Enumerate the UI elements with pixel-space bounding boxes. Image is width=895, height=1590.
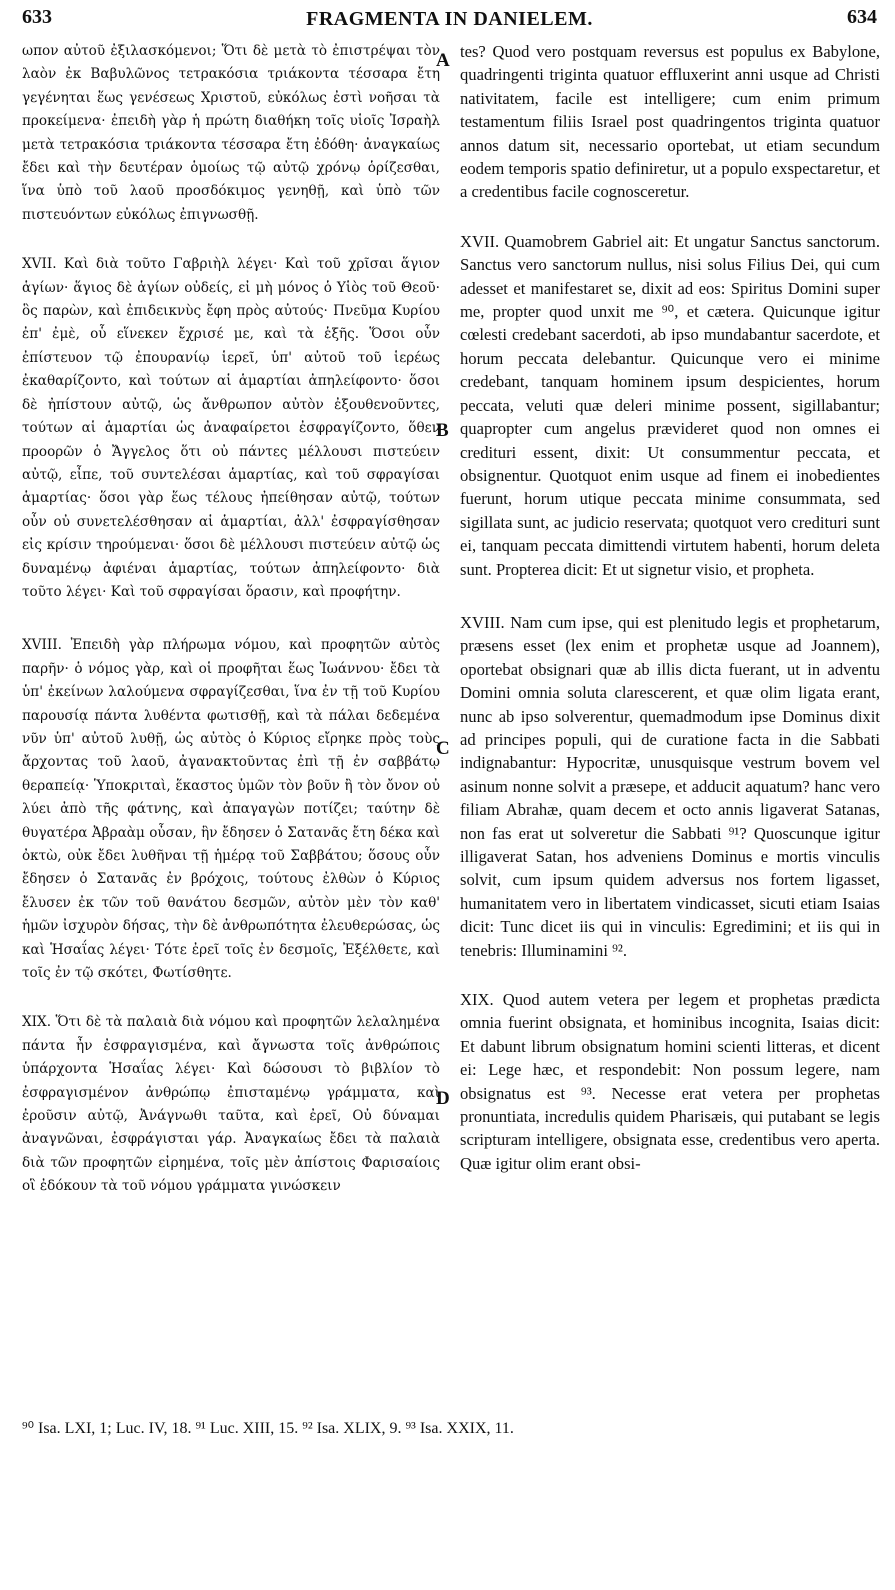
running-header — [22, 6, 877, 32]
latin-paragraph-xvii: XVII. Quamobrem Gabriel ait: Et ungatur Sanctus sanctorum. Sanctus vero sanctorum nullus, nisi solus Filius Dei, qui cum adesset et manifestaret se, dixit ad eos: Spiritus Domini super me, propter quod unxit me ⁹⁰, et cætera. Quicunque igitur cœlesti credebant sacerdoti, ab ipso mundabantur sacerdote, et horum peccata delebantur. Quicunque vero ei minime credebant, tanquam hominem ipsum despicientes, horum peccata, veluti quæ deleri minime possent, sigillabantur; quapropter cum angelus prævideret quod non omnes ei credituri essent, dixit: Ut consummentur peccata, et obsignentur. Quotquot enim usque ad finem ei inobedientes fuerunt, horum utique peccata minime consummata, sed sigillata sunt, ac judicio reservata; quotquot vero crediturі sunt ei, tanquam peccata dimittendi virtutem habenti, horum deleta sunt. Propterea dicit: Et ut signetur visio, et propheta. — [460, 231, 880, 579]
page-number-right: 634 — [847, 6, 877, 28]
greek-paragraph-xix: XIX. Ὅτι δὲ τὰ παλαιὰ διὰ νόμου καὶ προφητῶν λελαλημένα πάντα ἦν ἐσφραγισμένα, καὶ ἄγνωστα τοῖς ἀνθρώποις ὑπάρχοντα Ἡσαΐας λέγει· Καὶ δώσουσι τὸ βιβλίον τὸ ἐσφραγισμένον ἀνθρώπῳ ἐπισταμένῳ γράμματα, καὶ ἐροῦσιν αὐτῷ, Ἀνάγνωθι ταῦτα, καὶ ἐρεῖ, Οὐ δύναμαι ἀναγνῶναι, ἐσφράγισται γάρ. Ἀναγκαίως ἔδει τὰ παλαιὰ διὰ τῶν προφητῶν εἰρημένα, τοῖς μὲν ἀπίστοις Φαρισαίοις οἳ ἐδόκουν τὰ τοῦ νόμου γράμματα γινώσκειν — [22, 1014, 440, 1195]
greek-paragraph-xvii: XVII. Καὶ διὰ τοῦτο Γαβριὴλ λέγει· Καὶ τοῦ χρῖσαι ἅγιον ἁγίων· ἅγιος δὲ ἁγίων οὐδείς, εἰ μὴ μόνος ὁ Υἱὸς τοῦ Θεοῦ· ὃς παρὼν, καὶ ἐπιδεικνὺς ἔφη πρὸς αὐτούς· Πνεῦμα Κυρίου ἐπ' ἐμὲ, οὗ εἵνεκεν ἔχρισέ με, καὶ τὰ ἑξῆς. Ὅσοι οὖν ἐπίστευον τῷ ἐπουρανίῳ ἱερεῖ, ὑπ' αὐτοῦ τοῦ ἱερέως ἐκαθαρίζοντο, καὶ τούτων αἱ ἁμαρτίαι ἀπηλείφοντο· ὅσοι δὲ ἠπίστουν αὐτῷ, ὡς ἄνθρωπον αὐτὸν ἐξουθενοῦντες, τούτων αἱ ἁμαρτίαι ὡς ἀναφαίρετοι ἐσφραγίζοντο, ὅθεν προορῶν ὁ Ἄγγελος ὅτι οὐ πάντες μέλλουσι πιστεύειν αὐτῷ, εἶπε, τοῦ συντελέσαι ἁμαρτίας, καὶ τοῦ σφραγίσαι ἁμαρτίας· ὅσοι γὰρ ἕως τέλους ἠπείθησαν αὐτῷ, τούτων οὖν οὐ συνετελέσθησαν αἱ ἁμαρτίαι, ἀλλ' ἐσφραγίσθησαν εἰς κρίσιν τηρούμεναι· ὅσοι δὲ μέλλουσι πιστεύειν αὐτῷ ὡς δυναμένῳ ἀφιέναι ἁμαρτίας, τούτων ἀπηλείφοντο· διὰ τοῦτο λέγει· Καὶ τοῦ σφραγίσαι ὅρασιν, καὶ προφήτην. — [22, 256, 440, 600]
page-number-left: 633 — [22, 6, 52, 28]
margin-letter-b: B — [436, 420, 449, 441]
latin-column — [460, 40, 880, 1175]
margin-letter-d: D — [436, 1088, 450, 1109]
running-title: FRAGMENTA IN DANIELEM. — [306, 8, 593, 30]
latin-paragraph-intro: tes? Quod vero postquam reversus est populus ex Babylone, quadringenti triginta quatuor effluxerint anni usque ad Christi nativitatem, facile est intelligere; cum enim primum testamentum filiis Israel post quadringentos triginta quatuor annos datum sit, necessario oportebat, ut etiam secundum eodem temporis spatio definiretur, ut a populo exspectaretur, et a credentibus facile cognosceretur. — [460, 42, 880, 202]
latin-paragraph-xix: XIX. Quod autem vetera per legem et prophetas prædicta omnia fuerint obsignata, et hominibus incognita, Isaias dicit: Et dabunt librum obsignatum homini scienti litteras, et dicent ei: Lege hæc, et respondebit: Non possum legere, nam obsignatus est ⁹³. Necesse erat vetera per prophetas pronuntiata, incredulis quidem Pharisæis, qui putabant se legis scripturam intelligere, obsignata esse, credentibus vero aperta. Quæ igitur olim erant obsi- — [460, 990, 880, 1173]
margin-letter-a: A — [436, 50, 450, 71]
greek-paragraph-intro: ωπον αὐτοῦ ἐξιλασκόμενοι; Ὅτι δὲ μετὰ τὸ ἐπιστρέψαι τὸν λαὸν ἐκ Βαβυλῶνος τετρακόσια τριάκοντα τέσσαρα ἔτη γεγένηται ἕως γενέσεως Χριστοῦ, εὐκόλως ἐστὶ νοῆσαι τὰ προκείμενα· ἐπειδὴ γὰρ ἡ πρώτη διαθήκη τοῖς υἱοῖς Ἰσραὴλ μετὰ τετρακόσια τριάκοντα τέσσαρα ἔτη ἐδόθη· ἀναγκαίως ἔδει καὶ τὴν δευτέραν ὁμοίως τῷ αὐτῷ χρόνῳ ὁρίζεσθαι, ἵνα ὑπὸ τοῦ λαοῦ προσδόκιμος γενηθῇ, καὶ ὑπὸ τῶν πιστευόντων εὐκόλως ἐπιγνωσθῇ. — [22, 43, 440, 223]
footnotes: ⁹⁰ Isa. LXI, 1; Luc. IV, 18. ⁹¹ Luc. XIII, 15. ⁹² Isa. XLIX, 9. ⁹³ Isa. XXIX, 11. — [22, 1420, 514, 1437]
margin-letter-c: C — [436, 738, 450, 759]
latin-paragraph-xviii: XVIII. Nam cum ipse, qui est plenitudo legis et prophetarum, præsens esset (lex enim et prophetæ usque ad Joannem), oportebat obsignari quæ ab illis dicta fuerant, ut in adventu Domini omnia soluta clarescerent, et quæ olim ligata erant, nunc ab ipso solverentur, quemadmodum ipse Dominus dixit ad principes populi, qui de curatione facta in die Sabbati indignabantur: Hypocritæ, unusquisque vestrum bovem vel asinum nonne solvit a præsepe, et adducit aquatum? hanc vero filiam Abrahæ, quam decem et octo annis ligaverat Satanas, non fas erat ut solveretur die Sabbati ⁹¹? Quoscunque igitur illigaverat Satan, hos adveniens Dominus e mortis vinculis solvit, cum ipsum quidem adversus nos fortem ligasset, humanitatem vero in libertatem vindicasset, sicuti etiam Isaias dicit: Tunc dicet iis qui in vinculis: Egredimini; et iis qui in tenebris: Illuminamini ⁹². — [460, 612, 880, 960]
greek-paragraph-xviii: XVIII. Ἐπειδὴ γὰρ πλήρωμα νόμου, καὶ προφητῶν αὐτὸς παρῆν· ὁ νόμος γὰρ, καὶ οἱ προφῆται ἕως Ἰωάννου· ἔδει τὰ ὑπ' ἐκείνων λαλούμενα σφραγίζεσθαι, ἵνα ἐν τῇ τοῦ Κυρίου παρουσίᾳ πάντα λυθέντα φωτισθῇ, καὶ τὰ πάλαι δεδεμένα νῦν ὑπ' αὐτοῦ λυθῇ, ὡς αὐτὸς ὁ Κύριος εἴρηκε πρὸς τοὺς ἄρχοντας τοῦ λαοῦ, ἀγανακτοῦντας ἐπὶ τῇ ἐν σαββάτῳ θεραπείᾳ· Ὑποκριταὶ, ἕκαστος ὑμῶν τὸν βοῦν ἢ τὸν ὄνον οὐ λύει ἀπὸ τῆς φάτνης, καὶ ἀπαγαγὼν ποτίζει; ταύτην δὲ θυγατέρα Ἀβραὰμ οὖσαν, ἣν ἔδησεν ὁ Σατανᾶς ἔτη δέκα καὶ ὀκτὼ, οὐκ ἔδει λυθῆναι τῇ ἡμέρᾳ τοῦ Σαββάτου; ὅσους οὖν ἔδησεν ὁ Σατανᾶς ἐν βρόχοις, τούτους ἐλθὼν ὁ Κύριος ἔλυσεν ἐκ τῶν τοῦ θανάτου δεσμῶν, αὐτὸν μὲν τὸν καθ' ἡμῶν ἰσχυρὸν δήσας, τὴν δὲ ἀνθρωπότητα ἐλευθερώσας, ὡς καὶ Ἡσαΐας λέγει· Τότε ἐρεῖ τοῖς ἐν δεσμοῖς, Ἐξέλθετε, καὶ τοῖς ἐν τῷ σκότει, Φωτίσθητε. — [22, 637, 440, 982]
greek-column — [22, 40, 440, 1199]
